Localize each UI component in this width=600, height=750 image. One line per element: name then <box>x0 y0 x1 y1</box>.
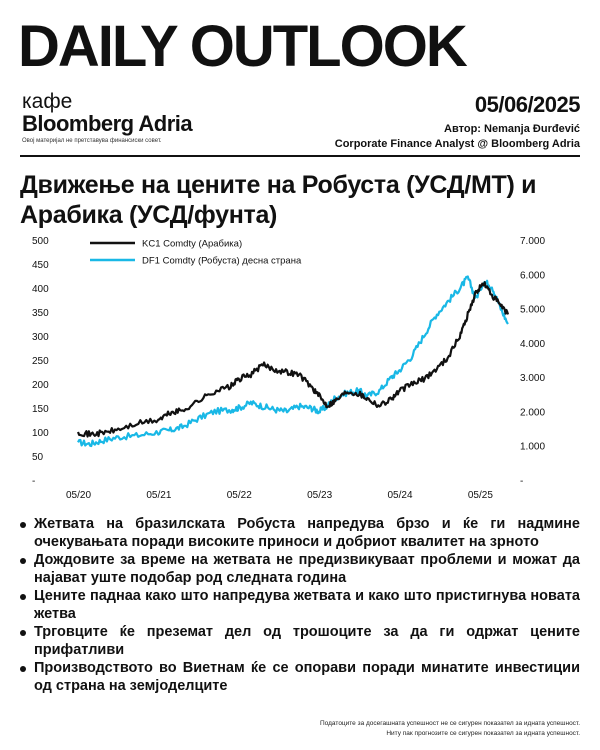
bullet-list <box>20 516 580 696</box>
footer-disclaimer-1: Податоците за досегашната успешност не се сигурен показател за идната успешност. <box>320 720 580 727</box>
right-axis-tick-label: 3.000 <box>520 373 546 385</box>
x-axis-tick-label: 05/23 <box>307 490 333 501</box>
bullet-icon <box>20 630 26 636</box>
bullet-icon <box>20 522 26 528</box>
x-axis-tick-label: 05/21 <box>146 490 172 501</box>
legend-entry: KC1 Comdty (Арабика) <box>142 238 243 250</box>
x-axis-tick-label: 05/25 <box>467 490 493 501</box>
left-axis-tick-label: - <box>32 476 36 487</box>
right-axis-tick-label: 7.000 <box>520 236 546 247</box>
right-axis-tick-label: 6.000 <box>520 270 546 282</box>
divider-top <box>20 155 580 157</box>
left-axis-tick-label: 150 <box>32 404 49 415</box>
x-axis-tick-label: 05/20 <box>66 490 92 501</box>
bullet-item: Цените паднаа како што напредува жетвата и како што пристигнува новата жетва <box>20 588 580 623</box>
report-date: 05/06/2025 <box>474 92 580 117</box>
bullet-item: Производството во Виетнам ќе се опорави поради минатите инвестиции од страна на земјоделците <box>20 660 580 695</box>
author: Автор: Nemanja Đurđević <box>444 123 580 135</box>
brand-logo: Bloomberg Adria <box>22 111 193 136</box>
left-axis-tick-label: 200 <box>32 380 49 391</box>
brand-line-1: кафе <box>22 90 73 113</box>
bullet-icon <box>20 558 26 564</box>
left-axis-tick-label: 450 <box>32 260 49 271</box>
right-axis-tick-label: - <box>520 476 524 487</box>
bullet-item: Жетвата на бразилската Робуста напредува брзо и ќе ги надмине очекувањата поради високите приноси и добриот квалитет на зрното <box>20 516 580 551</box>
chart-title: Движење на цените на Робуста (УСД/МТ) и Арабика (УСД/фунта) <box>20 171 537 229</box>
left-axis-tick-label: 350 <box>32 308 49 319</box>
bullet-item: Трговците ќе преземат дел од трошоците за да ги одржат цените прифатливи <box>20 624 580 659</box>
right-axis-tick-label: 4.000 <box>520 338 546 350</box>
bullet-item: Дождовите за време на жетвата не предизвикуваат проблеми и можат да најават уште подобар род следната година <box>20 552 580 587</box>
disclaimer-top: Овој материјал не претставува финансиски совет. <box>22 138 162 144</box>
price-chart <box>20 230 580 510</box>
bullet-icon <box>20 594 26 600</box>
right-axis-tick-label: 2.000 <box>520 407 546 419</box>
right-axis-tick-label: 1.000 <box>520 441 546 453</box>
x-axis-tick-label: 05/22 <box>226 490 252 501</box>
left-axis-tick-label: 400 <box>32 284 49 295</box>
left-axis-tick-label: 500 <box>32 236 49 247</box>
left-axis-tick-label: 300 <box>32 332 49 343</box>
left-axis-tick-label: 100 <box>32 428 49 439</box>
author-role: Corporate Finance Analyst @ Bloomberg Adria <box>334 138 580 150</box>
headline: DAILY OUTLOOK <box>18 14 466 79</box>
footer-disclaimer-2: Ниту пак прогнозите се сигурен показател за идната успешност. <box>386 730 580 737</box>
right-axis-tick-label: 5.000 <box>520 304 546 316</box>
left-axis-tick-label: 250 <box>32 356 49 367</box>
left-axis-tick-label: 50 <box>32 452 44 463</box>
bullet-icon <box>20 666 26 672</box>
x-axis-tick-label: 05/24 <box>387 490 413 501</box>
legend-entry: DF1 Comdty (Робуста) десна страна <box>142 255 302 267</box>
